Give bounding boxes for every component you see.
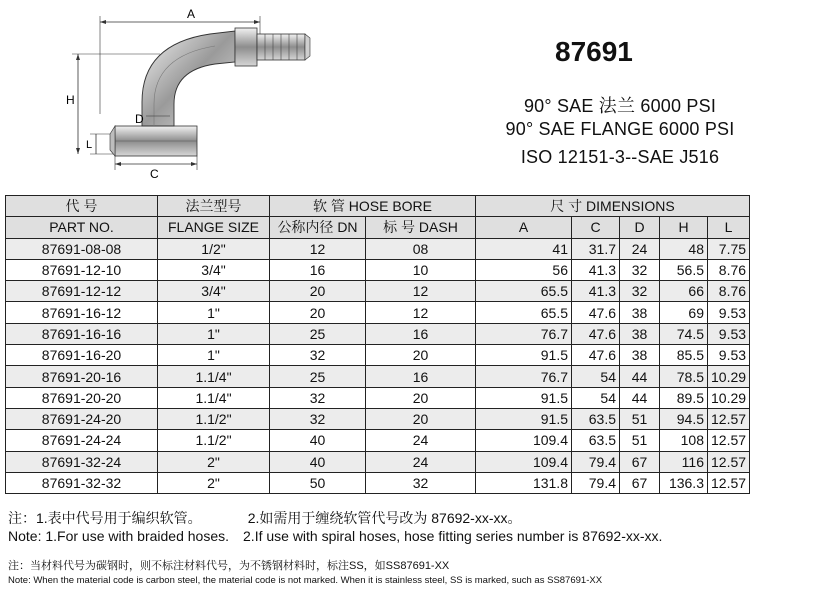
cell-dim-a: 109.4 [476,451,572,472]
cell-dash: 20 [366,387,476,408]
cell-dim-d: 38 [620,345,660,366]
description-standard: ISO 12151-3--SAE J516 [520,147,720,167]
cell-dash: 24 [366,430,476,451]
cell-dim-d: 38 [620,323,660,344]
note-line-cn [8,508,522,528]
header-row-en [6,217,750,238]
cell-dim-c: 47.6 [572,345,620,366]
cell-dim-d: 38 [620,302,660,323]
cell-part-no: 87691-16-16 [6,323,158,344]
cell-dim-d: 51 [620,408,660,429]
cell-dim-a: 91.5 [476,345,572,366]
cell-dim-c: 47.6 [572,302,620,323]
cell-part-no: 87691-12-10 [6,259,158,280]
header-l: L [708,217,750,238]
cell-flange-size: 1/2" [158,238,270,259]
cell-dn: 16 [270,259,366,280]
cell-dash: 20 [366,345,476,366]
cell-dash: 16 [366,366,476,387]
cell-dim-a: 65.5 [476,281,572,302]
cell-dn: 50 [270,472,366,493]
cell-dim-c: 31.7 [572,238,620,259]
dim-a-label: A [187,7,196,21]
header-c: C [572,217,620,238]
cell-dim-l: 10.29 [708,366,750,387]
cell-dash: 12 [366,302,476,323]
note-cn-1: 注：1.表中代号用于编织软管。 [8,510,202,526]
cell-dim-h: 94.5 [660,408,708,429]
specifications-table [5,195,750,494]
cell-dim-l: 12.57 [708,472,750,493]
cell-dim-a: 76.7 [476,323,572,344]
cell-dash: 08 [366,238,476,259]
cell-dn: 32 [270,408,366,429]
header-dimensions: 尺 寸 DIMENSIONS [476,196,750,217]
cell-dim-c: 63.5 [572,408,620,429]
cell-dim-h: 108 [660,430,708,451]
cell-dash: 16 [366,323,476,344]
dim-h-label: H [66,93,75,107]
table-row [6,366,750,387]
cell-dim-c: 63.5 [572,430,620,451]
cell-dash: 12 [366,281,476,302]
cell-flange-size: 2" [158,451,270,472]
cell-dn: 20 [270,281,366,302]
cell-dim-l: 12.57 [708,430,750,451]
cell-dim-d: 67 [620,451,660,472]
cell-part-no: 87691-20-20 [6,387,158,408]
table-row [6,430,750,451]
cell-part-no: 87691-12-12 [6,281,158,302]
cell-dim-l: 8.76 [708,281,750,302]
cell-dim-h: 89.5 [660,387,708,408]
cell-dim-c: 79.4 [572,451,620,472]
cell-part-no: 87691-08-08 [6,238,158,259]
table-row [6,281,750,302]
cell-dim-h: 74.5 [660,323,708,344]
cell-dim-a: 109.4 [476,430,572,451]
cell-dim-l: 9.53 [708,302,750,323]
cell-dim-l: 9.53 [708,345,750,366]
cell-dash: 20 [366,408,476,429]
cell-flange-size: 3/4" [158,259,270,280]
header-h: H [660,217,708,238]
cell-dim-c: 41.3 [572,281,620,302]
cell-dim-d: 32 [620,281,660,302]
cell-dim-a: 56 [476,259,572,280]
cell-dn: 25 [270,366,366,387]
cell-dim-h: 136.3 [660,472,708,493]
cell-dim-h: 56.5 [660,259,708,280]
header-dn: 公称内径 DN [270,217,366,238]
cell-dn: 40 [270,451,366,472]
cell-dn: 25 [270,323,366,344]
cell-flange-size: 1.1/2" [158,408,270,429]
table-row [6,472,750,493]
material-note-cn: 注：当材料代号为碳钢时，则不标注材料代号，为不锈钢材料时，标注SS，如SS87691-XX [8,560,450,572]
description-en: 90° SAE FLANGE 6000 PSI [505,119,735,139]
cell-dim-h: 48 [660,238,708,259]
cell-dim-l: 10.29 [708,387,750,408]
header-a: A [476,217,572,238]
cell-part-no: 87691-24-24 [6,430,158,451]
header-d: D [620,217,660,238]
cell-dim-d: 51 [620,430,660,451]
header-flange-cn: 法兰型号 [158,196,270,217]
cell-flange-size: 1" [158,345,270,366]
cell-dim-l: 12.57 [708,451,750,472]
table-row [6,259,750,280]
material-note-en: Note: When the material code is carbon steel, the material code is not marked. When it is stainless steel, SS is marked, such as SS87691-XX [8,575,603,586]
cell-dim-a: 91.5 [476,387,572,408]
dim-l-label: L [86,139,93,151]
cell-dn: 40 [270,430,366,451]
table-row [6,323,750,344]
cell-part-no: 87691-24-20 [6,408,158,429]
cell-part-no: 87691-16-12 [6,302,158,323]
cell-part-no: 87691-20-16 [6,366,158,387]
note-cn-2: 2.如需用于缠绕软管代号改为 87692-xx-xx。 [247,510,522,526]
header-part-cn: 代 号 [6,196,158,217]
cell-dim-d: 44 [620,387,660,408]
cell-dim-d: 24 [620,238,660,259]
header-dash: 标 号 DASH [366,217,476,238]
cell-part-no: 87691-32-32 [6,472,158,493]
cell-dim-c: 54 [572,366,620,387]
cell-dash: 32 [366,472,476,493]
cell-dim-c: 47.6 [572,323,620,344]
cell-flange-size: 1.1/4" [158,387,270,408]
header-part-no: PART NO. [6,217,158,238]
cell-dash: 24 [366,451,476,472]
cell-dim-d: 44 [620,366,660,387]
note-en-1: Note: 1.For use with braided hoses. [8,528,230,544]
cell-dim-h: 78.5 [660,366,708,387]
cell-dash: 10 [366,259,476,280]
cell-dim-c: 79.4 [572,472,620,493]
fitting-drawing [50,4,320,184]
cell-flange-size: 1" [158,302,270,323]
cell-dim-d: 67 [620,472,660,493]
cell-flange-size: 1.1/4" [158,366,270,387]
cell-dim-a: 91.5 [476,408,572,429]
table-row [6,451,750,472]
table-row [6,302,750,323]
cell-dim-l: 12.57 [708,408,750,429]
cell-dim-h: 116 [660,451,708,472]
cell-part-no: 87691-32-24 [6,451,158,472]
cell-dim-a: 41 [476,238,572,259]
cell-dim-l: 8.76 [708,259,750,280]
table-row [6,408,750,429]
cell-dim-l: 9.53 [708,323,750,344]
header-hose-bore: 软 管 HOSE BORE [270,196,476,217]
cell-dim-h: 69 [660,302,708,323]
header-row-cn [6,196,750,217]
cell-dn: 32 [270,387,366,408]
cell-dim-a: 65.5 [476,302,572,323]
cell-dn: 12 [270,238,366,259]
cell-dim-h: 85.5 [660,345,708,366]
part-number-title: 87691 [555,36,633,67]
cell-dn: 20 [270,302,366,323]
cell-flange-size: 2" [158,472,270,493]
cell-flange-size: 3/4" [158,281,270,302]
cell-dim-h: 66 [660,281,708,302]
cell-dn: 32 [270,345,366,366]
cell-flange-size: 1" [158,323,270,344]
dim-c-label: C [150,167,159,181]
cell-dim-a: 76.7 [476,366,572,387]
table-row [6,387,750,408]
cell-dim-l: 7.75 [708,238,750,259]
table-row [6,345,750,366]
cell-part-no: 87691-16-20 [6,345,158,366]
dim-d-label: D [135,112,144,126]
header-flange-size: FLANGE SIZE [158,217,270,238]
cell-dim-c: 41.3 [572,259,620,280]
cell-dim-d: 32 [620,259,660,280]
cell-dim-a: 131.8 [476,472,572,493]
description-cn: 90° SAE 法兰 6000 PSI [523,96,717,116]
note-en-2: 2.If use with spiral hoses, hose fitting series number is 87692-xx-xx. [243,528,663,544]
table-row [6,238,750,259]
cell-dim-c: 54 [572,387,620,408]
note-line-en [8,528,662,544]
cell-flange-size: 1.1/2" [158,430,270,451]
